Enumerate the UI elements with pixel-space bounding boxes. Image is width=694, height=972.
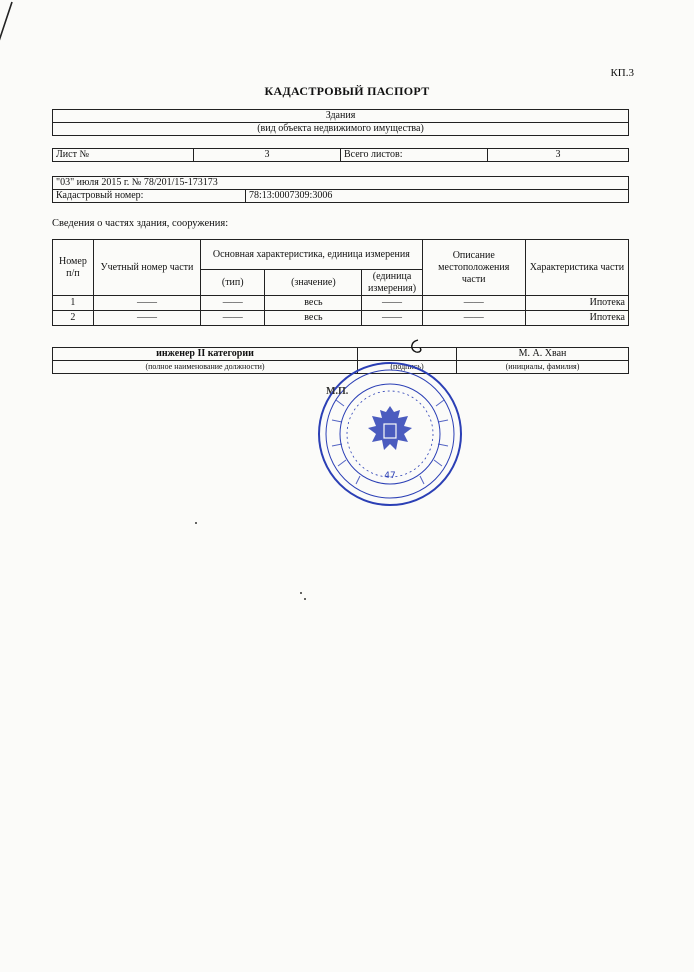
row-value: весь (265, 311, 362, 326)
header-unit: (единица измерения) (362, 270, 422, 296)
seal-place-label: М.П. (326, 386, 349, 397)
object-type-caption: (вид объекта недвижимого имущества) (53, 123, 629, 136)
header-main-characteristic: Основная характеристика, единица измерения (201, 240, 423, 270)
object-type: Здания (53, 110, 629, 123)
object-type-table (52, 109, 629, 136)
row-unit: —— (362, 311, 422, 326)
row-account: —— (93, 311, 200, 326)
row-location: —— (422, 311, 525, 326)
scan-dot (304, 598, 306, 600)
name-caption: (инициалы, фамилия) (457, 361, 629, 374)
row-num: 2 (53, 311, 94, 326)
header-location: Описание местоположения части (422, 240, 525, 296)
engineer-name: М. А. Хван (457, 348, 629, 361)
row-type: —— (201, 296, 265, 311)
handwritten-signature-icon (404, 336, 434, 360)
total-sheets-value: 3 (488, 149, 629, 162)
row-type: —— (201, 311, 265, 326)
row-unit: —— (362, 296, 422, 311)
table-row (53, 296, 629, 311)
header-type: (тип) (201, 270, 265, 296)
row-characteristic: Ипотека (525, 311, 628, 326)
cadastral-number: 78:13:0007309:3006 (246, 190, 629, 203)
sheet-number: 3 (194, 149, 341, 162)
official-seal-icon (316, 360, 464, 508)
parts-table (52, 239, 629, 326)
seal-number: 47 (384, 471, 396, 481)
sheet-label: Лист № (53, 149, 194, 162)
row-account: —— (93, 296, 200, 311)
parts-section-caption: Сведения о частях здания, сооружения: (52, 218, 229, 229)
total-sheets-label: Всего листов: (341, 149, 488, 162)
registration-table (52, 176, 629, 203)
row-value: весь (265, 296, 362, 311)
position-caption: (полное наименование должности) (53, 361, 358, 374)
header-num: Номер п/п (53, 240, 94, 296)
header-characteristic: Характеристика части (525, 240, 628, 296)
scan-dot (195, 522, 197, 524)
row-num: 1 (53, 296, 94, 311)
scan-dot (300, 592, 302, 594)
signature-caption: (подпись) (358, 361, 457, 374)
header-account: Учетный номер части (93, 240, 200, 296)
corner-scan-mark (0, 0, 30, 70)
document-code: КП.3 (610, 67, 634, 79)
header-value: (значение) (265, 270, 362, 296)
registration-date-number: "03" июля 2015 г. № 78/201/15-173173 (53, 177, 629, 190)
row-location: —— (422, 296, 525, 311)
sheet-table (52, 148, 629, 162)
document-title: КАДАСТРОВЫЙ ПАСПОРТ (264, 84, 430, 98)
engineer-position: инженер II категории (53, 348, 358, 361)
table-row (53, 311, 629, 326)
cadastral-label: Кадастровый номер: (53, 190, 246, 203)
row-characteristic: Ипотека (525, 296, 628, 311)
